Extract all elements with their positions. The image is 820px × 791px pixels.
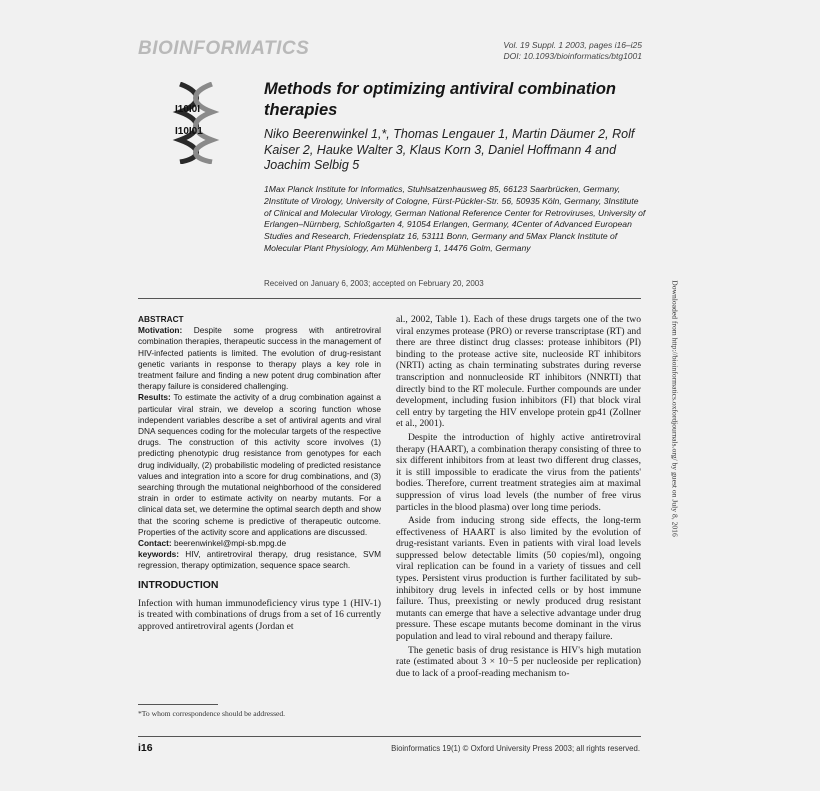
contact-email[interactable]: beerenwinkel@mpi-sb.mpg.de — [173, 538, 287, 549]
page-number: i16 — [138, 742, 153, 754]
journal-name: BIOINFORMATICS — [138, 38, 310, 59]
right-column — [396, 314, 641, 679]
abstract-motivation: Motivation: Despite some progress with antiretroviral combination therapies, therapeutic success in the management of HIV-infected patients is limited. The evolution of drug-resistant genetic variants in response to therapy plays a key role in treatment failure and finding a new potent drug combination after therapy failure is considered challenging. — [138, 325, 381, 392]
abstract-heading: ABSTRACT — [138, 314, 184, 324]
body-paragraph-1: al., 2002, Table 1). Each of these drugs targets one of the two viral enzymes protease (PRO) or reverse transcriptase (RT) and there are three distinct drug classes: protease inhibitors (PI) binding to the protease active site, nucleoside RT inhibitors (NRTI) acting as chain terminating substrates during reverse transcription and nonnucleoside RT inhibitors (NNRTI) that directly bind to the RT molecule. Further compounds are under development, including fusion inhibitors (FI) that block viral cell entry by targeting the HIV envelope protein gp41 (Zollner et al., 2001). — [396, 314, 641, 430]
footnote-divider — [138, 704, 218, 705]
introduction-heading: INTRODUCTION — [138, 578, 219, 591]
header-divider — [138, 298, 641, 299]
author-list: Niko Beerenwinkel 1,*, Thomas Lengauer 1, Martin Däumer 2, Rolf Kaiser 2, Hauke Walter 3, Klaus Korn 3, Daniel Hoffmann 4 and Joachim Selbig 5 — [264, 127, 635, 172]
introduction-paragraph: Infection with human immunodeficiency virus type 1 (HIV-1) is treated with combinations of drugs from a set of 16 currently approved antiretroviral agents (Jordan et — [138, 597, 381, 632]
abstract-keywords: keywords: HIV, antiretroviral therapy, drug resistance, SVM regression, therapy optimization, sequence space search. — [138, 549, 381, 571]
logo-bits-top: I10I0I — [175, 104, 201, 115]
download-sidebar — [670, 274, 682, 544]
abstract-contact: Contact: beerenwinkel@mpi-sb.mpg.de — [138, 538, 287, 549]
abstract-results: Results: To estimate the activity of a drug combination against a particular viral strain, we develop a scoring function whose independent variables describe a set of antiviral agents and viral DNA sequences coding for the molecular targets of the respective drugs. The construction of this activity score involves (1) predicting phenotypic drug resistance from genotypes for each drug individually, (2) probabilistic modeling of predicted resistance values and integration into a score for drug combinations, and (3) searching through the mutational neighborhood of the considered strain in order to estimate activity on nearby mutants. For a clinical data set, we determine the optimal search depth and show that the scoring scheme is predictive of therapeutic outcome. Properties of the activity score and applications are discussed. — [138, 392, 381, 537]
body-paragraph-4: The genetic basis of drug resistance is HIV's high mutation rate (estimated about 3 × 10−5 per nucleoside per replication) due to lack of a proof-reading mechanism to- — [396, 644, 641, 679]
volume-info — [503, 40, 642, 62]
left-column — [138, 314, 381, 632]
received-dates: Received on January 6, 2003; accepted on February 20, 2003 — [264, 279, 484, 288]
article-title: Methods for optimizing antiviral combination therapies — [264, 80, 617, 119]
volume-line: Vol. 19 Suppl. 1 2003, pages i16–i25 — [503, 40, 642, 50]
logo-bits-bottom: I10I01 — [175, 126, 203, 137]
body-paragraph-2: Despite the introduction of highly active antiretroviral therapy (HAART), a combination therapy consisting of three to six different inhibitors from at least two different drug classes, it is still impossible to eradicate the virus from the patients' bodies. Therefore, current treatment strategies aim at maximal suppression of virus load levels (the number of free virus particles in the blood plasma) over long time periods. — [396, 431, 641, 513]
footer-citation: Bioinformatics 19(1) © Oxford University Press 2003; all rights reserved. — [391, 744, 640, 753]
footnote: *To whom correspondence should be addressed. — [138, 709, 286, 718]
footer-divider — [138, 736, 641, 737]
doi-line: DOI: 10.1093/bioinformatics/btg1001 — [503, 51, 642, 61]
journal-logo — [172, 82, 222, 164]
affiliations: 1Max Planck Institute for Informatics, Stuhlsatzenhausweg 85, 66123 Saarbrücken, Germany, 2Institute of Virology, University of Cologne, Fürst-Pückler-Str. 56, 50935 Köln, Germany, 3Institute of Clinical and Molecular Virology, German National Reference Center for Retroviruses, University of Erlangen–Nürnberg, Schloßgarten 4, 91054 Erlangen, Germany, 4Center of Advanced European Studies and Research, Friedensplatz 16, 53111 Bonn, Germany and 5Max Planck Institute of Molecular Plant Physiology, Am Mühlenberg 1, 14476 Golm, Germany — [264, 184, 646, 253]
body-paragraph-3: Aside from inducing strong side effects, the long-term effectiveness of HAART is also limited by the evolution of drug-resistant variants. Even in patients with viral load levels suppressed below detectable limits (50 copies/ml), ongoing viral replication can be found in a variety of tissues and cell types. Persistent virus production is further facilitated by sub-inhibitory drug levels in infected cells or by host immune failure. Thus, preexisting or newly produced drug resistant mutants can emerge that have a selective advantage under drug pressure. These escape mutants become dominant in the virus population and lead to viral rebound and therapy failure. — [396, 515, 641, 643]
download-notice[interactable]: Downloaded from http://bioinformatics.oxfordjournals.org/ by guest on July 8, 2016 — [670, 280, 680, 537]
